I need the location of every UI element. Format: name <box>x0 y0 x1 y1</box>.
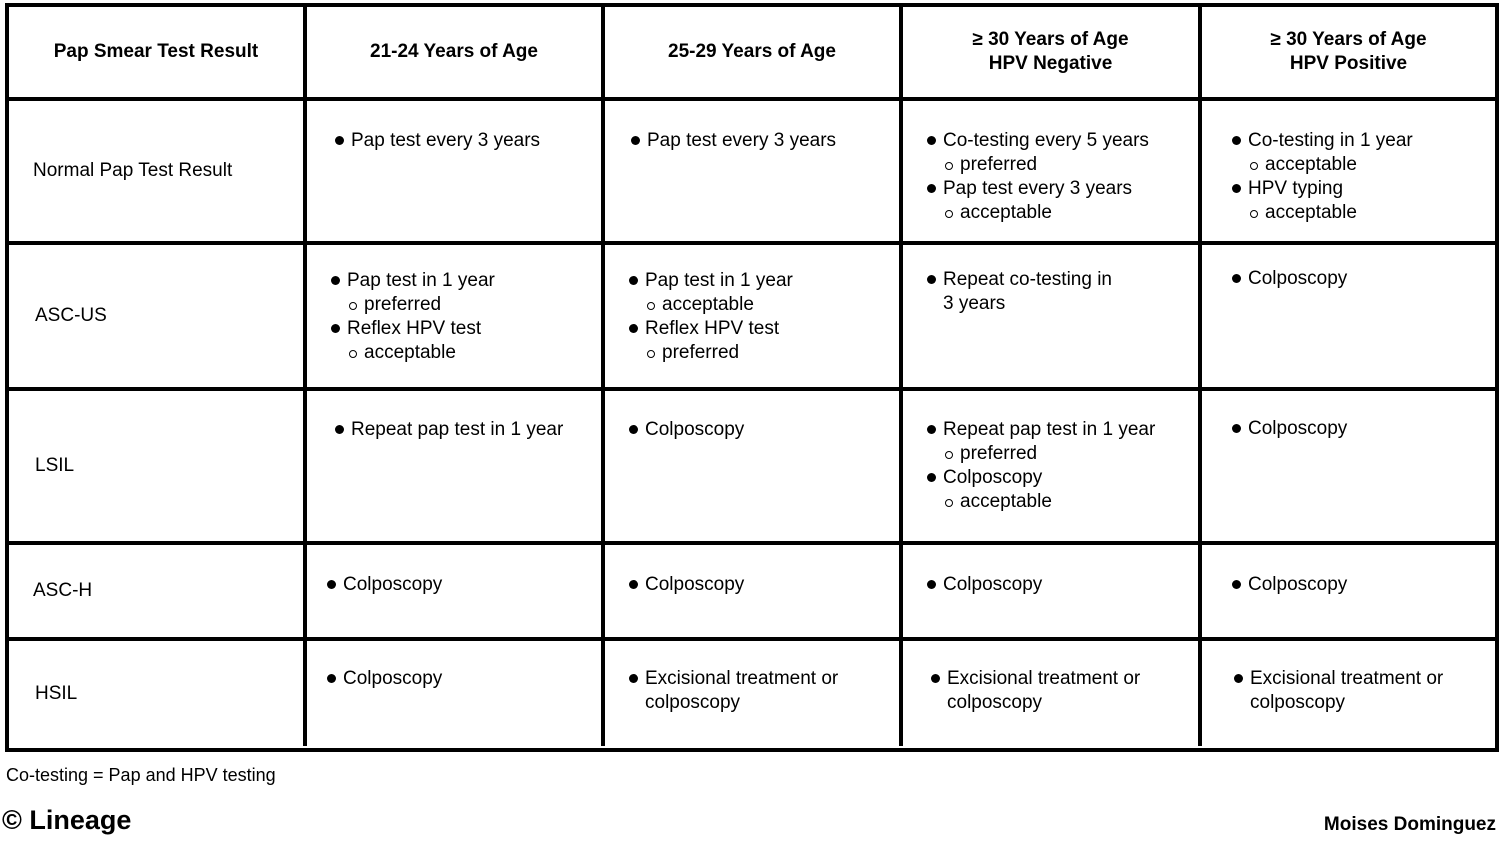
bullet-icon <box>627 317 645 341</box>
item-text <box>943 268 1112 316</box>
sub-item-text: acceptable <box>960 491 1052 512</box>
item-text: Colposcopy <box>343 574 443 595</box>
list-item <box>329 317 595 341</box>
row-label-normal-text: Normal Pap Test Result <box>33 160 233 181</box>
list-item <box>629 129 893 153</box>
circle-bullet-icon <box>1248 201 1265 225</box>
item-text: Pap test every 3 years <box>943 178 1133 199</box>
item-text <box>645 667 838 715</box>
list-item <box>325 573 595 597</box>
cell-lsil-21-24 <box>307 391 605 545</box>
sub-item <box>329 293 595 317</box>
list-item <box>333 129 595 153</box>
cell-asch-30-pos <box>1202 545 1495 641</box>
header-result <box>9 7 307 101</box>
row-label-normal <box>9 101 307 245</box>
item-text: HPV typing <box>1248 178 1344 199</box>
item-text: Colposcopy <box>1248 418 1348 439</box>
bullet-icon <box>925 129 943 153</box>
bullet-icon <box>1230 129 1248 153</box>
bullet-icon <box>325 667 343 691</box>
sub-item-text: preferred <box>364 294 442 315</box>
item-text-line2: 3 years <box>943 293 1006 314</box>
cell-normal-30-pos <box>1202 101 1495 245</box>
item-text: Reflex HPV test <box>645 318 780 339</box>
bullet-icon <box>925 573 943 597</box>
circle-bullet-icon <box>645 341 662 365</box>
list-item <box>1230 417 1489 441</box>
sub-item <box>925 153 1192 177</box>
header-age-30-pos-line2: HPV Positive <box>1289 53 1408 74</box>
item-text-line2: colposcopy <box>1250 692 1346 713</box>
header-age-25-29 <box>605 7 903 101</box>
cell-asch-25-29 <box>605 545 903 641</box>
bullet-icon <box>333 418 351 442</box>
list-item <box>627 418 893 442</box>
cell-normal-30-neg <box>903 101 1202 245</box>
header-age-30-hpv-positive <box>1202 7 1495 101</box>
sub-item-text: preferred <box>960 154 1038 175</box>
bullet-icon <box>325 573 343 597</box>
cell-ascus-21-24 <box>307 245 605 391</box>
bullet-icon <box>1232 667 1250 691</box>
item-text: Colposcopy <box>343 668 443 689</box>
bullet-icon <box>627 667 645 691</box>
guidelines-table <box>5 3 1499 752</box>
list-item <box>925 466 1192 490</box>
bullet-icon <box>925 268 943 292</box>
row-label-hsil-text: HSIL <box>35 682 78 704</box>
item-text: Colposcopy <box>1248 574 1348 595</box>
item-text <box>1250 667 1443 715</box>
list-item <box>329 269 595 293</box>
sub-item-text: acceptable <box>1265 202 1357 223</box>
sub-item-text: acceptable <box>1265 154 1357 175</box>
circle-bullet-icon <box>943 442 960 466</box>
bullet-icon <box>925 418 943 442</box>
bullet-icon <box>1230 417 1248 441</box>
sub-item <box>627 341 893 365</box>
header-result-text: Pap Smear Test Result <box>53 41 259 62</box>
sub-item-text: acceptable <box>960 202 1052 223</box>
item-text: Repeat pap test in 1 year <box>351 419 564 440</box>
header-age-30-neg-line2: HPV Negative <box>988 53 1113 74</box>
header-age-30-neg-line1: ≥ 30 Years of Age <box>972 29 1129 50</box>
header-age-21-24 <box>307 7 605 101</box>
item-text-line1: Excisional treatment or <box>947 668 1141 689</box>
bullet-icon <box>329 317 347 341</box>
header-age-21-24-text: 21-24 Years of Age <box>370 41 538 62</box>
list-item <box>627 269 893 293</box>
list-item <box>325 667 595 691</box>
item-text: Reflex HPV test <box>347 318 482 339</box>
bullet-icon <box>925 177 943 201</box>
header-age-25-29-text: 25-29 Years of Age <box>668 41 836 62</box>
bullet-icon <box>329 269 347 293</box>
bullet-icon <box>627 269 645 293</box>
list-item <box>1230 177 1489 201</box>
cell-normal-25-29 <box>605 101 903 245</box>
cell-ascus-30-pos <box>1202 245 1495 391</box>
cell-normal-21-24 <box>307 101 605 245</box>
bullet-icon <box>925 466 943 490</box>
list-item <box>925 573 1192 597</box>
bullet-icon <box>627 418 645 442</box>
item-text-line1: Excisional treatment or <box>645 668 839 689</box>
item-text: Colposcopy <box>943 574 1043 595</box>
item-text: Co-testing in 1 year <box>1248 130 1413 151</box>
item-text-line1: Repeat co-testing in <box>943 269 1112 290</box>
copyright-logo-text: © Lineage <box>2 805 132 835</box>
cell-ascus-30-neg <box>903 245 1202 391</box>
list-item <box>929 667 1192 715</box>
list-item <box>627 573 893 597</box>
cell-lsil-30-neg <box>903 391 1202 545</box>
cell-asch-21-24 <box>307 545 605 641</box>
item-text-line2: colposcopy <box>947 692 1043 713</box>
row-label-asch-text: ASC-H <box>33 580 93 601</box>
cell-hsil-21-24 <box>307 641 605 746</box>
sub-item <box>1230 153 1489 177</box>
item-text <box>947 667 1140 715</box>
row-label-lsil <box>9 391 307 545</box>
sub-item <box>627 293 893 317</box>
item-text: Co-testing every 5 years <box>943 130 1149 151</box>
list-item <box>925 268 1192 316</box>
list-item <box>1230 129 1489 153</box>
list-item <box>1230 573 1489 597</box>
circle-bullet-icon <box>943 153 960 177</box>
list-item <box>627 667 893 715</box>
sub-item-text: preferred <box>662 342 740 363</box>
list-item <box>925 418 1192 442</box>
bullet-icon <box>1230 267 1248 291</box>
item-text: Colposcopy <box>645 419 745 440</box>
row-label-asch <box>9 545 307 641</box>
item-text: Pap test in 1 year <box>645 270 793 291</box>
cell-ascus-25-29 <box>605 245 903 391</box>
list-item <box>333 418 595 442</box>
list-item <box>1232 667 1489 715</box>
sub-item-text: acceptable <box>662 294 754 315</box>
circle-bullet-icon <box>1248 153 1265 177</box>
sub-item <box>1230 201 1489 225</box>
bullet-icon <box>627 573 645 597</box>
circle-bullet-icon <box>347 293 364 317</box>
circle-bullet-icon <box>645 293 662 317</box>
circle-bullet-icon <box>943 201 960 225</box>
header-age-30-hpv-negative <box>903 7 1202 101</box>
circle-bullet-icon <box>347 341 364 365</box>
list-item <box>925 177 1192 201</box>
row-label-lsil-text: LSIL <box>35 455 75 476</box>
item-text-line2: colposcopy <box>645 692 741 713</box>
list-item <box>1230 267 1489 291</box>
sub-item <box>925 201 1192 225</box>
item-text: Pap test every 3 years <box>351 130 541 151</box>
sub-item <box>925 442 1192 466</box>
item-text: Colposcopy <box>943 467 1043 488</box>
footnote: Co-testing = Pap and HPV testing <box>6 765 276 785</box>
sub-item-text: preferred <box>960 443 1038 464</box>
row-label-hsil <box>9 641 307 746</box>
list-item <box>627 317 893 341</box>
circle-bullet-icon <box>943 490 960 514</box>
cell-hsil-30-neg <box>903 641 1202 746</box>
item-text: Colposcopy <box>645 574 745 595</box>
bullet-icon <box>929 667 947 691</box>
item-text: Colposcopy <box>1248 268 1348 289</box>
row-label-ascus <box>9 245 307 391</box>
sub-item <box>329 341 595 365</box>
item-text: Pap test every 3 years <box>647 130 837 151</box>
sub-item-text: acceptable <box>364 342 456 363</box>
row-label-ascus-text: ASC-US <box>35 305 107 326</box>
bullet-icon <box>1230 573 1248 597</box>
bullet-icon <box>1230 177 1248 201</box>
cell-lsil-25-29 <box>605 391 903 545</box>
item-text: Repeat pap test in 1 year <box>943 419 1156 440</box>
cell-hsil-25-29 <box>605 641 903 746</box>
author-credit: Moises Dominguez <box>1323 814 1496 835</box>
cell-hsil-30-pos <box>1202 641 1495 746</box>
item-text: Pap test in 1 year <box>347 270 495 291</box>
item-text-line1: Excisional treatment or <box>1250 668 1444 689</box>
sub-item <box>925 490 1192 514</box>
list-item <box>925 129 1192 153</box>
bullet-icon <box>629 129 647 153</box>
cell-lsil-30-pos <box>1202 391 1495 545</box>
header-age-30-pos-line1: ≥ 30 Years of Age <box>1270 29 1427 50</box>
cell-asch-30-neg <box>903 545 1202 641</box>
bullet-icon <box>333 129 351 153</box>
